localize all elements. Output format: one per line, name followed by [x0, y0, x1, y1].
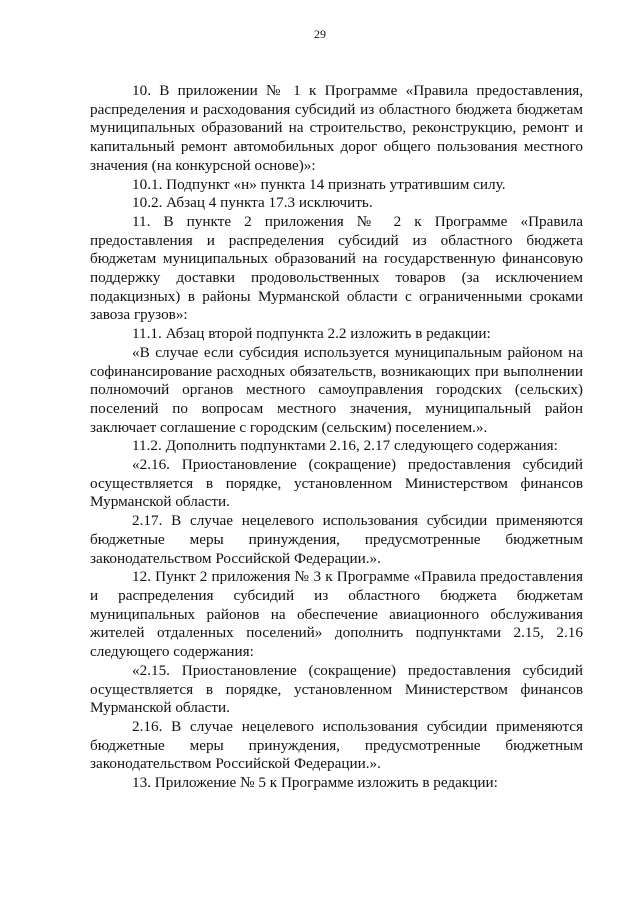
paragraph-quote-2-16: «2.16. Приостановление (сокращение) предоставления субсидий осуществляется в порядке, установленном Министерством финансов Мурманской области. — [90, 456, 583, 511]
paragraph-item-10-1: 10.1. Подпункт «н» пункта 14 признать утратившим силу. — [132, 175, 506, 193]
paragraph-item-11: 11. В пункте 2 приложения № 2 к Программе «Правила предоставления и распределения субсидий из областного бюджета бюджетам муниципальных образований на государственную финансовую поддержку доставки продовольственных товаров (за исключением подакцизных) в районы Мурманской области с ограниченными сроками завоза грузов»: — [90, 212, 583, 324]
document-body — [90, 82, 583, 793]
paragraph-quote-11-1: «В случае если субсидия используется муниципальным районом на софинансирование расходных обязательств, возникающих при выполнении полномочий органов местного самоуправления городских (сельских) поселений по вопросам местного значения, муниципальный район заключает соглашение с городским (сельским) поселением.». — [90, 343, 583, 436]
paragraph-item-13: 13. Приложение № 5 к Программе изложить в редакции: — [132, 774, 498, 792]
paragraph-item-10-2: 10.2. Абзац 4 пункта 17.3 исключить. — [132, 194, 373, 212]
paragraph-item-12: 12. Пункт 2 приложения № 3 к Программе «Правила предоставления и распределения субсидий из областного бюджета бюджетам муниципальных районов на обеспечение авиационного обслуживания жителей отдаленных поселений» дополнить подпунктами 2.15, 2.16 следующего содержания: — [90, 568, 583, 661]
page-number: 29 — [314, 27, 326, 41]
paragraph-quote-2-15: «2.15. Приостановление (сокращение) предоставления субсидий осуществляется в порядке, установленном Министерством финансов Мурманской области. — [90, 661, 583, 717]
paragraph-quote-2-16b: 2.16. В случае нецелевого использования субсидии применяются бюджетные меры принуждения, предусмотренные бюджетным законодательством Российской Федерации.». — [90, 717, 583, 773]
paragraph-item-11-1: 11.1. Абзац второй подпункта 2.2 изложить в редакции: — [132, 325, 491, 343]
paragraph-item-10: 10. В приложении № 1 к Программе «Правила предоставления, распределения и расходования субсидий из областного бюджета бюджетам муниципальных образований на строительство, реконструкцию, ремонт и капитальный ремонт автомобильных дорог общего пользования местного значения (на конкурсной основе)»: — [90, 82, 583, 174]
paragraph-item-11-2: 11.2. Дополнить подпунктами 2.16, 2.17 следующего содержания: — [132, 437, 558, 455]
paragraph-quote-2-17: 2.17. В случае нецелевого использования субсидии применяются бюджетные меры принуждения, предусмотренные бюджетным законодательством Российской Федерации.». — [90, 512, 583, 567]
